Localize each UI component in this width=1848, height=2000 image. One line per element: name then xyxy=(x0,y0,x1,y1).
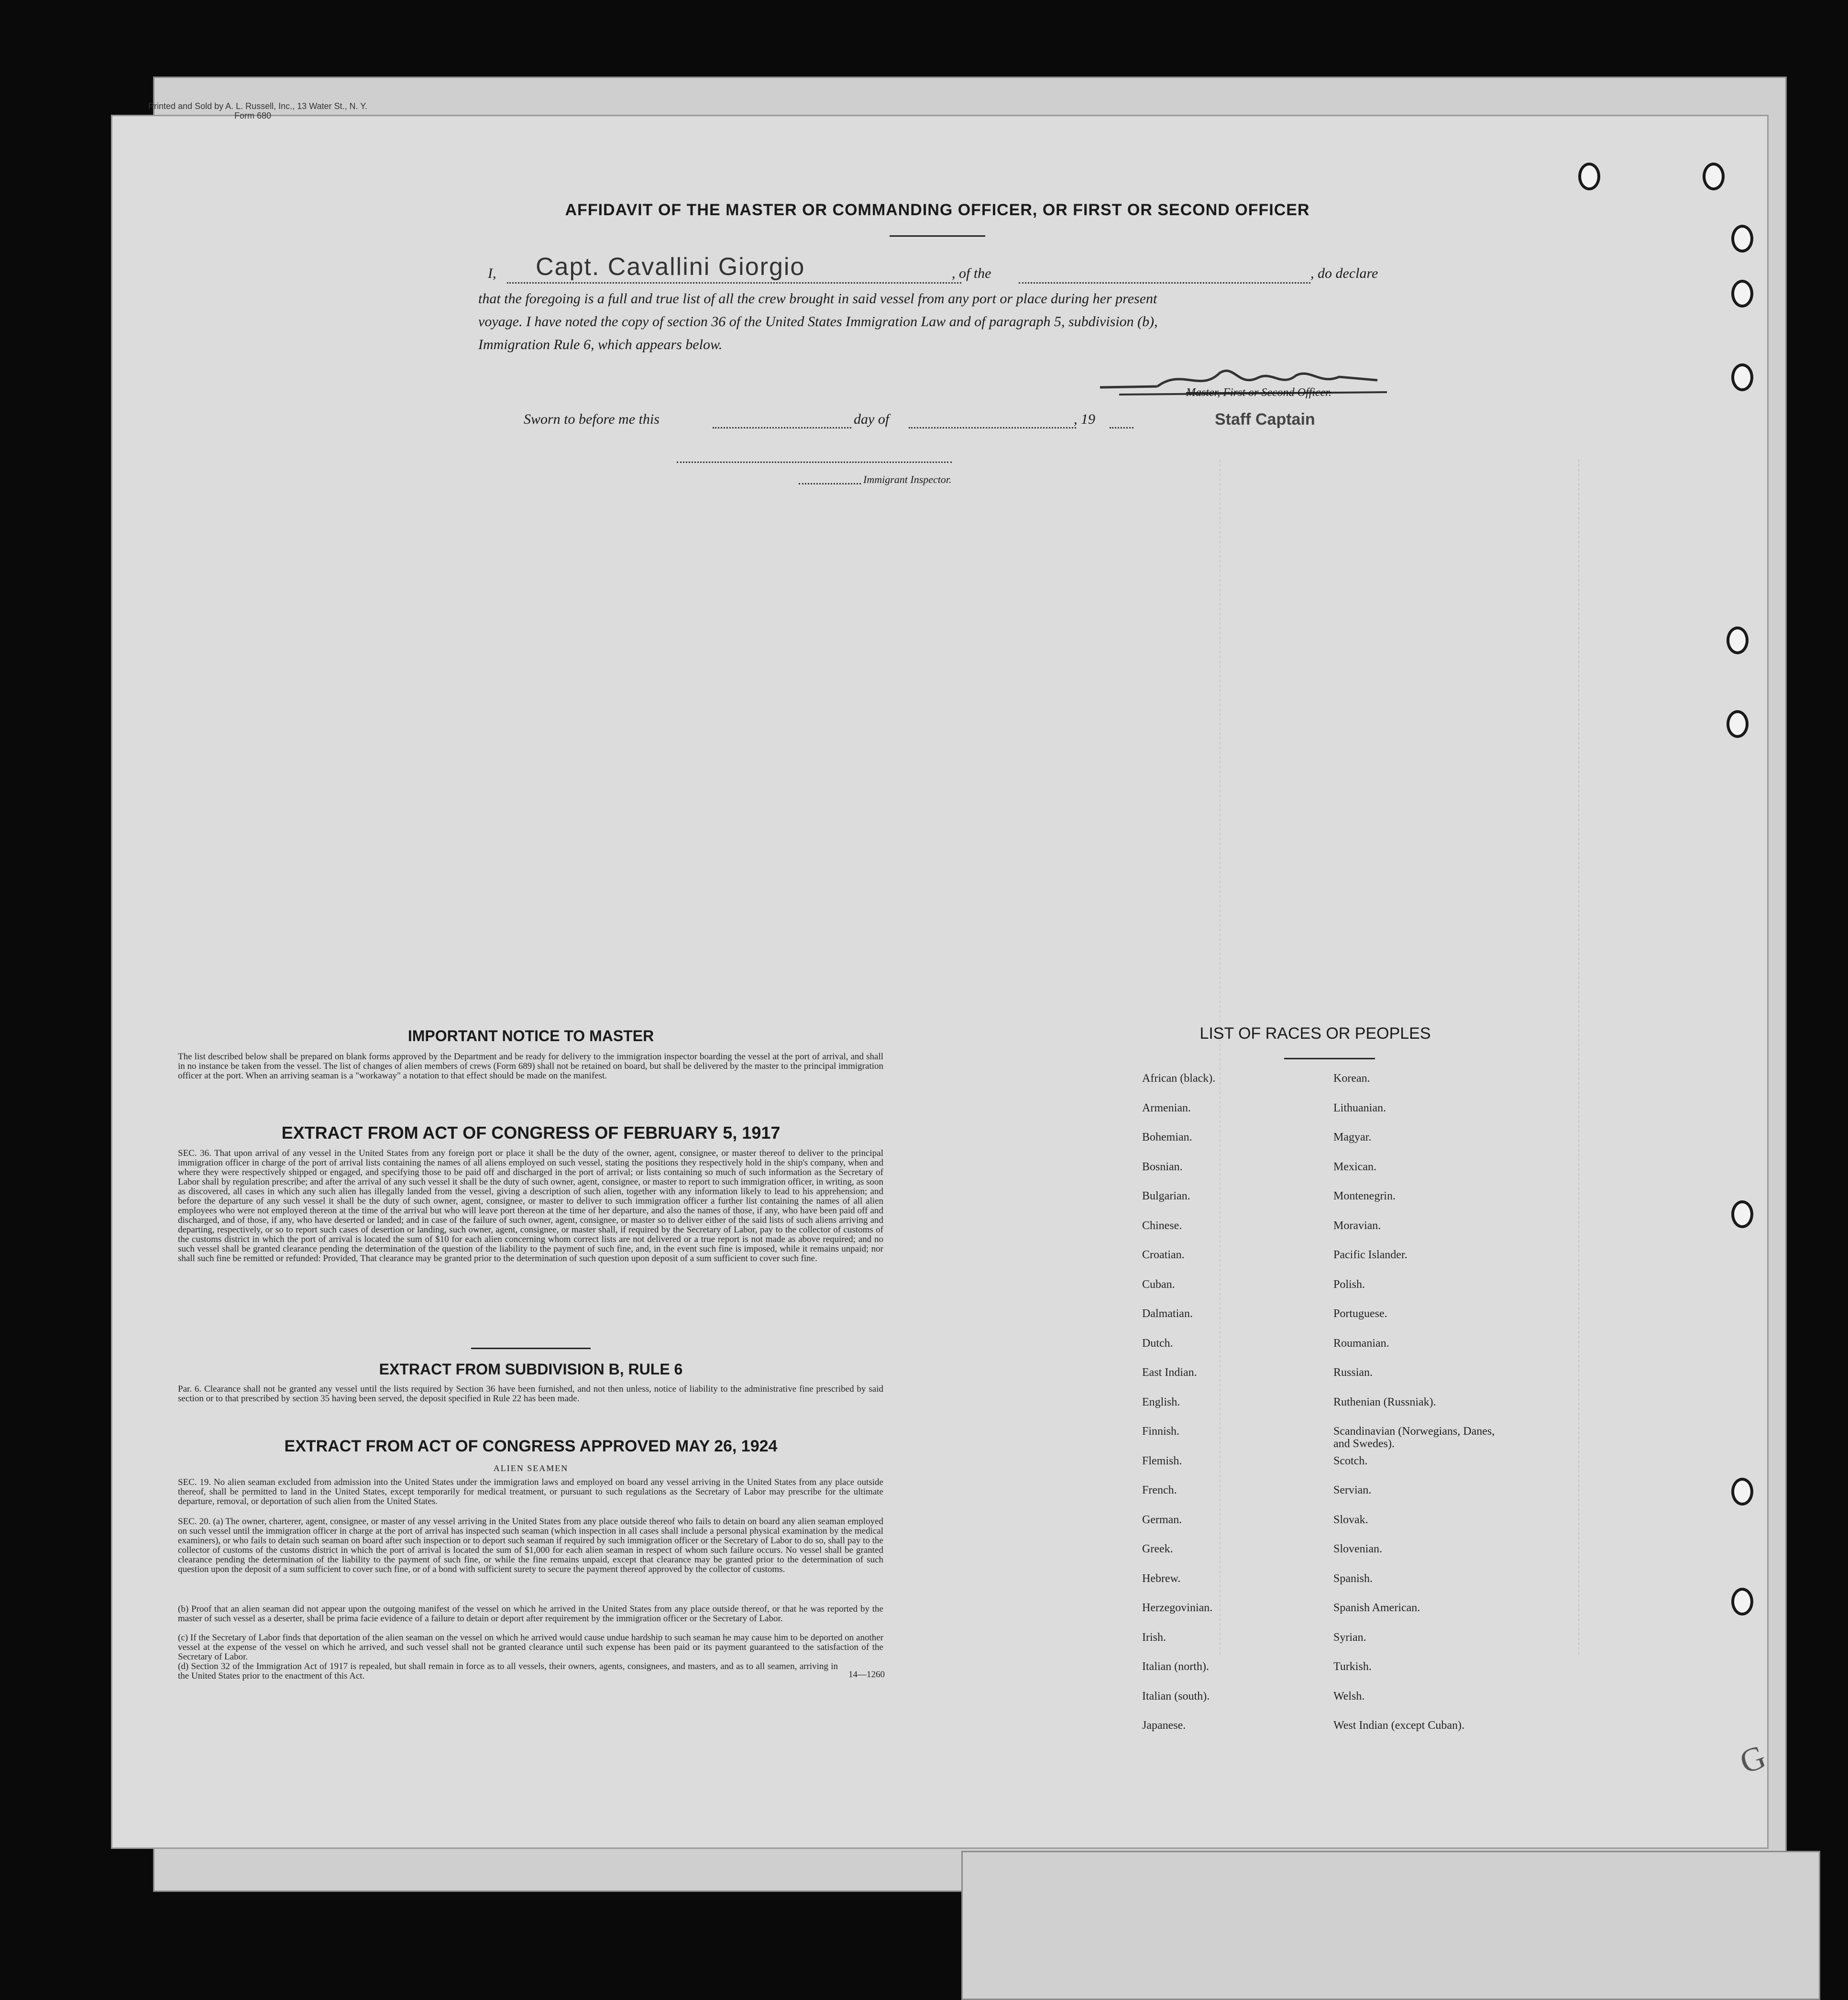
i-label: I, xyxy=(488,265,496,281)
race-entry-right: Slovenian. xyxy=(1333,1543,1382,1555)
sworn-label: Sworn to before me this xyxy=(524,411,660,427)
race-entry-right: Ruthenian (Russniak). xyxy=(1333,1396,1436,1408)
affidavit-body-line: Immigration Rule 6, which appears below. xyxy=(478,337,723,352)
printer-line: Printed and Sold by A. L. Russell, Inc., 13 Water St., N. Y. xyxy=(148,101,367,111)
sec20c-text: (c) If the Secretary of Labor finds that deportation of the alien seaman on the vessel on which he arrived would cause undue hardship to such seaman he may cause him to be deported on another vessel at the expense of the vessel on which he arrived, and such vessel shall not be granted clearance until such expense has been paid or its payment guaranteed to the satisfaction of the Secretary of Labor. xyxy=(178,1633,883,1662)
form-number: Form 680 xyxy=(234,111,272,121)
race-entry-left: Herzegovinian. xyxy=(1142,1602,1213,1614)
race-entry-left: Dutch. xyxy=(1142,1337,1173,1350)
race-entry-right: Korean. xyxy=(1333,1072,1370,1085)
binder-hole-icon xyxy=(1703,163,1725,190)
extract-1917-text: SEC. 36. That upon arrival of any vessel in the United States from any foreign port or place it shall be the duty of the owner, agent, consignee, or master thereof to deliver to the principal immigration officer in charge of the port of arrival lists containing the names of all aliens employed on such vessel, stating the positions they respectively hold in the ship's company, when and where they were respectively shipped or engaged, and specifying those to be paid off and discharged in the port of arrival; or lists containing so much of such information as the Secretary of Labor shall by regulation prescribe; and after the arrival of any such vessel it shall be the duty of such owner, agent, consignee, or master to report to such immigration officer, in writing, as soon as discovered, all cases in which any such alien has illegally landed from the vessel, giving a description of such alien, together with any information likely to lead to his apprehension; and before the departure of any such vessel it shall be the duty of such owner, agent, consignee, or master to deliver to such immigration officer a further list containing the names of all alien employees who were not employed thereon at the time of the arrival but who will leave port thereon at the time of her departure, and also the names of those, if any, who have been paid off and discharged, and of those, if any, who have deserted or landed; and in case of the failure of such owner, agent, consignee, or master so to deliver either of the said lists of such aliens arriving and departing, respectively, or so to report such cases of desertion or landing, such owner, agent, consignee, or master shall, if required by the Secretary of Labor, pay to the collector of customs of the customs district in which the port of arrival is located the sum of $10 for each alien concerning whom correct lists are not delivered or a true report is not made as above required; and no such vessel shall be granted clearance pending the determination of the question of the liability to the payment of such fine, and, in the event such fine is imposed, while it remains unpaid; nor shall such fine be remitted or refunded: Provided, That clearance may be granted prior to the determination of such question upon deposit of a sum sufficient to cover such fine. xyxy=(178,1148,883,1264)
binder-hole-icon xyxy=(1578,163,1600,190)
race-entry-left: Chinese. xyxy=(1142,1219,1182,1232)
binder-hole-icon xyxy=(1731,280,1753,308)
sworn-day-line xyxy=(713,427,851,429)
sworn-year-line xyxy=(1110,427,1133,429)
race-entry-right: Servian. xyxy=(1333,1484,1372,1496)
day-of-label: day of xyxy=(854,411,890,427)
form-page xyxy=(111,115,1769,1849)
name-line xyxy=(507,282,961,284)
alien-seamen-subtitle: ALIEN SEAMEN xyxy=(493,1463,569,1473)
race-entry-right: Pacific Islander. xyxy=(1333,1249,1408,1261)
bottom-paper-strip xyxy=(961,1851,1820,2000)
race-entry-left: Croatian. xyxy=(1142,1249,1185,1261)
captain-name-handwritten: Capt. Cavallini Giorgio xyxy=(536,253,805,281)
race-entry-right: Scandinavian (Norwegians, Danes, and Swedes). xyxy=(1333,1425,1495,1450)
notice-title: IMPORTANT NOTICE TO MASTER xyxy=(407,1027,654,1044)
vessel-line xyxy=(1019,282,1310,284)
race-entry-left: English. xyxy=(1142,1396,1180,1408)
form-code: 14—1260 xyxy=(848,1670,885,1680)
bleed-through-column-mid xyxy=(1220,459,1287,1655)
sec20a-text: SEC. 20. (a) The owner, charterer, agent, consignee, or master of any vessel arriving in the United States from any place outside thereof who fails to detain on board any alien seaman employed on such vessel until the immigration officer in charge at the port of arrival has inspected such seaman (which inspection in all cases shall include a personal physical examination by the medical examiners), or who fails to detain such seaman on board after such inspection or to deport such seaman if required by such immigration officer or the Secretary of Labor to do so, shall pay to the collector of customs of the customs district in which the port of arrival is located the sum of $1,000 for each alien seaman in respect of whom such failure occurs. No vessel shall be granted clearance pending the determination of the liability to the payment of such fine, or while the fine remains unpaid, except that clearance may be granted prior to the determination of such question upon the deposit of a sum sufficient to cover such fine, or of a bond with sufficient surety to secure the payment thereof approved by the collector of customs. xyxy=(178,1516,883,1574)
sworn-month-line xyxy=(909,427,1076,429)
inspector-line xyxy=(677,462,952,463)
race-entry-left: Japanese. xyxy=(1142,1719,1186,1732)
race-entry-right: Montenegrin. xyxy=(1333,1190,1396,1202)
race-entry-right: Lithuanian. xyxy=(1333,1101,1386,1114)
binder-hole-icon xyxy=(1731,1588,1753,1615)
race-entry-right: Welsh. xyxy=(1333,1690,1365,1703)
binder-hole-icon xyxy=(1731,1200,1753,1228)
race-entry-right: Spanish American. xyxy=(1333,1602,1420,1614)
rule6-text: Par. 6. Clearance shall not be granted any vessel until the lists required by Section 36 have been furnished, and not then unless, notice of liability to the administrative fine prescribed by said section or to that prescribed by section 35 having been served, the deposit specified in Rule 22 has been made. xyxy=(178,1384,883,1404)
affidavit-title: AFFIDAVIT OF THE MASTER OR COMMANDING OFFICER, OR FIRST OR SECOND OFFICER xyxy=(565,201,1310,219)
race-entry-left: African (black). xyxy=(1142,1072,1216,1085)
races-title-underline xyxy=(1284,1058,1375,1059)
race-entry-right: Turkish. xyxy=(1333,1660,1372,1673)
do-declare-label: , do declare xyxy=(1310,265,1378,281)
signature-caption: Master, First or Second Officer. xyxy=(1186,386,1331,399)
race-entry-right: Portuguese. xyxy=(1333,1308,1387,1320)
race-entry-right: Russian. xyxy=(1333,1366,1373,1379)
races-title: LIST OF RACES OR PEOPLES xyxy=(1199,1024,1431,1043)
race-entry-right: Polish. xyxy=(1333,1278,1365,1291)
extract-1917-title: EXTRACT FROM ACT OF CONGRESS OF FEBRUARY 5, 1917 xyxy=(281,1123,781,1143)
sec20b-text: (b) Proof that an alien seaman did not appear upon the outgoing manifest of the vessel on which he arrived in the United States from any place outside thereof, or that he was reported by the master of such vessel as a deserter, shall be prima facie evidence of a failure to detain or deport after requirement by the immigration officer or the Secretary of Labor. xyxy=(178,1604,883,1624)
race-entry-right: Scotch. xyxy=(1333,1454,1368,1467)
margin-pencil-mark: G xyxy=(1735,1738,1771,1781)
binder-hole-icon xyxy=(1731,225,1753,253)
notice-text: The list described below shall be prepared on blank forms approved by the Department and be ready for delivery to the immigration inspector boarding the vessel at the port of arrival, and shall in no instance be taken from the vessel. The list of changes of alien members of crews (Form 689) shall not be retained on board, but shall be delivered by the master to the principal immigration officer at the port. When an arriving seaman is a "workaway" a notation to that effect should be made on the manifest. xyxy=(178,1052,883,1081)
race-entry-left: Italian (south). xyxy=(1142,1690,1210,1703)
extract-1924-title: EXTRACT FROM ACT OF CONGRESS APPROVED MAY 26, 1924 xyxy=(284,1437,778,1455)
section-divider xyxy=(471,1348,591,1349)
printer-imprint xyxy=(148,101,367,121)
binder-hole-icon xyxy=(1731,1478,1753,1505)
year-label: , 19 xyxy=(1074,411,1095,427)
race-entry-right: Syrian. xyxy=(1333,1631,1366,1644)
race-entry-left: Flemish. xyxy=(1142,1454,1182,1467)
race-entry-left: Cuban. xyxy=(1142,1278,1175,1291)
race-entry-left: Greek. xyxy=(1142,1543,1173,1555)
inspector-line-short xyxy=(799,483,861,484)
race-entry-right: Spanish. xyxy=(1333,1572,1373,1585)
affidavit-body-line: that the foregoing is a full and true list of all the crew brought in said vessel from any port or place during her present xyxy=(478,291,1157,307)
race-entry-right: Mexican. xyxy=(1333,1160,1376,1173)
race-entry-left: Armenian. xyxy=(1142,1101,1191,1114)
race-entry-left: Finnish. xyxy=(1142,1425,1180,1438)
bleed-through-column-left xyxy=(1578,459,1646,1655)
race-entry-left: Italian (north). xyxy=(1142,1660,1209,1673)
binder-hole-icon xyxy=(1727,710,1749,738)
race-entry-right: Roumanian. xyxy=(1333,1337,1389,1350)
race-entry-left: Bulgarian. xyxy=(1142,1190,1190,1202)
race-entry-left: German. xyxy=(1142,1513,1182,1526)
staff-captain-stamp: Staff Captain xyxy=(1215,410,1315,429)
race-entry-left: Dalmatian. xyxy=(1142,1308,1193,1320)
race-entry-right: Slovak. xyxy=(1333,1513,1368,1526)
inspector-caption: Immigrant Inspector. xyxy=(863,473,952,485)
race-entry-left: French. xyxy=(1142,1484,1177,1496)
sec20d-text: (d) Section 32 of the Immigration Act of 1917 is repealed, but shall remain in force as to all vessels, their owners, agents, consignees, and masters, and as to all seamen, arriving in the United States prior to the enactment of this Act. xyxy=(178,1661,838,1681)
binder-hole-icon xyxy=(1727,626,1749,654)
race-entry-right: Moravian. xyxy=(1333,1219,1381,1232)
race-entry-left: Irish. xyxy=(1142,1631,1166,1644)
race-entry-left: Bosnian. xyxy=(1142,1160,1183,1173)
title-underline xyxy=(890,235,985,237)
rule6-title: EXTRACT FROM SUBDIVISION B, RULE 6 xyxy=(379,1361,683,1378)
binder-hole-icon xyxy=(1731,363,1753,391)
sec19-text: SEC. 19. No alien seaman excluded from admission into the United States under the immigration laws and employed on board any vessel arriving in the United States from any place outside thereof, shall be permitted to land in the United States, except temporarily for medical treatment, or pursuant to such regulations as the Secretary of Labor may prescribe for the ultimate departure, removal, or deportation of such alien from the United States. xyxy=(178,1477,883,1506)
affidavit-body-line: voyage. I have noted the copy of section 36 of the United States Immigration Law and of paragraph 5, subdivision (b), xyxy=(478,314,1158,330)
race-entry-right: Magyar. xyxy=(1333,1131,1372,1143)
of-the-label: , of the xyxy=(952,265,991,281)
race-entry-left: Hebrew. xyxy=(1142,1572,1181,1585)
race-entry-left: East Indian. xyxy=(1142,1366,1197,1379)
race-entry-left: Bohemian. xyxy=(1142,1131,1192,1143)
race-entry-right: West Indian (except Cuban). xyxy=(1333,1719,1464,1732)
